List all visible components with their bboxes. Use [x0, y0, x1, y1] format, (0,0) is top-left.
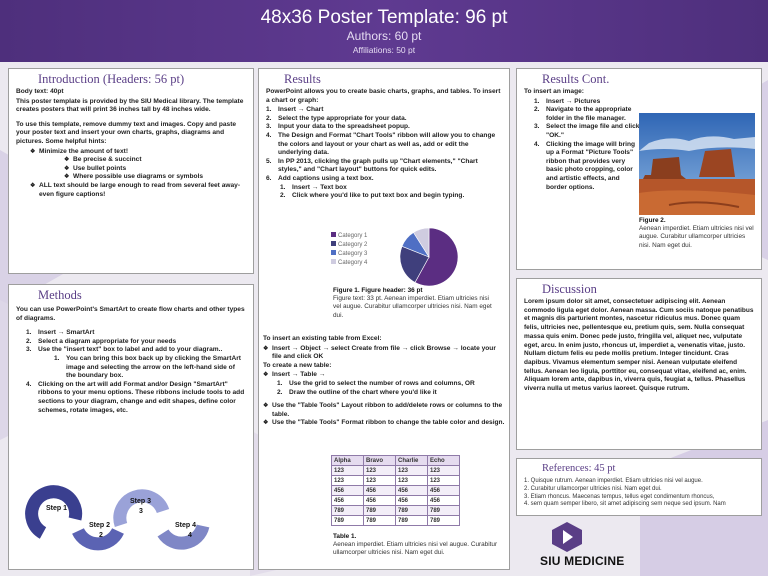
- legend-swatch-2: [331, 241, 336, 246]
- figure-2-caption: Aenean imperdiet. Etiam ultricies nisi vel augue. Curabitur ullamcorper ultricies nisi. Nam eget dui.: [639, 225, 754, 249]
- table-cell: 789: [396, 506, 428, 516]
- poster-header: [0, 0, 768, 62]
- hint-1c: Where possible use diagrams or symbols: [73, 173, 204, 181]
- table-cell: 123: [428, 476, 460, 486]
- table-row: [332, 506, 460, 516]
- diamond-bullet-icon: ❖: [30, 148, 36, 155]
- step-number: 1.: [26, 329, 32, 337]
- table-cell: 123: [332, 476, 364, 486]
- table-cell: 456: [364, 486, 396, 496]
- logo-chevron-icon: [552, 522, 582, 552]
- methods-heading: Methods: [38, 288, 82, 302]
- references-heading: References: 45 pt: [542, 463, 616, 474]
- discussion-panel: [516, 278, 762, 450]
- table-cell: 456: [332, 486, 364, 496]
- introduction-heading: Introduction (Headers: 56 pt): [38, 72, 185, 86]
- diamond-bullet-icon: ❖: [263, 420, 269, 427]
- table-1-caption: Aenean imperdiet. Etiam ultricies nisi vel augue. Curabitur ullamcorper ultricies nisi. Nam eget dui.: [333, 541, 498, 557]
- methods-step-1: Insert → SmartArt: [38, 329, 95, 337]
- list-number: 1.: [534, 97, 540, 105]
- results-step-3: Input your data to the spreadsheet popup.: [278, 123, 410, 131]
- table-cell: 789: [332, 516, 364, 526]
- data-table: [331, 455, 460, 526]
- table-row: [332, 476, 460, 486]
- list-number: 1.: [266, 106, 272, 114]
- list-number: 6.: [266, 174, 272, 182]
- reference-item: 1. Quisque rutrum. Aenean imperdiet. Etiam ultricies nisi vel augue.: [524, 478, 703, 484]
- diamond-bullet-icon: ❖: [64, 157, 70, 164]
- results-panel: [258, 68, 510, 570]
- list-number: 4.: [266, 131, 272, 139]
- poster-authors: Authors: 60 pt: [346, 29, 422, 43]
- diamond-bullet-icon: ❖: [263, 345, 269, 352]
- table-cell: 456: [332, 496, 364, 506]
- hint-1b: Use bullet points: [73, 164, 127, 172]
- diamond-bullet-icon: ❖: [64, 165, 70, 172]
- results-cont-heading: Results Cont.: [542, 72, 610, 86]
- monument-valley-photo: [639, 113, 755, 215]
- image-step-3: Select the image file and click "OK.": [546, 123, 640, 139]
- image-step-1: Insert → Pictures: [546, 97, 601, 105]
- intro-paragraph-2: To use this template, remove dummy text and images. Copy and paste your poster text and insert your own charts, graphs, diagrams and pictures. Some helpful hints:: [16, 120, 237, 145]
- results-step-6b: Click where you'd like to put text box and begin typing.: [292, 192, 465, 200]
- reference-item: 3. Etiam rhoncus. Maecenas tempus, tellus eget condimentum rhoncus,: [524, 493, 715, 500]
- list-number: 1.: [277, 379, 283, 387]
- body-text-label: Body text: 40pt: [16, 88, 64, 95]
- table-create-step: Insert → Table →: [272, 371, 326, 379]
- table-cell: 123: [396, 476, 428, 486]
- list-number: 1.: [280, 183, 286, 191]
- image-insert-intro: To insert an image:: [524, 88, 584, 95]
- table-row: [332, 486, 460, 496]
- logo-text: SIU MEDICINE: [540, 554, 625, 568]
- step-1-label: Step 1: [46, 505, 68, 512]
- step-number: 2.: [26, 337, 32, 345]
- list-number: 2.: [280, 192, 286, 200]
- step-3-label: Step 3: [130, 498, 152, 505]
- table-format-hint: Use the "Table Tools" Format ribbon to change the table color and design.: [272, 419, 505, 427]
- references-panel: [516, 458, 762, 516]
- table-cell: 789: [332, 506, 364, 516]
- figure-2-label: Figure 2.: [639, 217, 666, 224]
- table-cell: 456: [428, 486, 460, 496]
- pie-chart: [329, 227, 459, 291]
- table-cell: 789: [396, 516, 428, 526]
- step-4-label: Step 4: [175, 522, 197, 529]
- poster-affiliations: Affiliations: 50 pt: [352, 45, 416, 55]
- table-cell: 456: [396, 486, 428, 496]
- results-step-6a: Insert → Text box: [292, 183, 347, 191]
- table-header-row: [332, 456, 460, 466]
- results-step-1: Insert → Chart: [278, 106, 324, 114]
- image-step-2: Navigate to the appropriate folder in the file manager.: [546, 106, 632, 122]
- table-row: [332, 516, 460, 526]
- hint-1a: Be precise & succinct: [73, 156, 142, 164]
- table-cell: 123: [364, 476, 396, 486]
- methods-step-3a: You can bring this box back up by clicking the SmartArt image and selecting the arrow on the left-hand side of the boundary box.: [66, 354, 242, 380]
- table-header-cell: Alpha: [332, 456, 364, 466]
- results-cont-panel: [516, 68, 762, 270]
- legend-swatch-3: [331, 250, 336, 255]
- table-cell: 123: [396, 466, 428, 476]
- step-number: 3.: [26, 346, 32, 354]
- siu-medicine-logo: [534, 520, 664, 570]
- results-paragraph: PowerPoint allows you to create basic charts, graphs, and tables. To insert a chart or graph:: [266, 88, 501, 104]
- list-number: 3.: [534, 123, 540, 131]
- table-create-step-2: Draw the outline of the chart where you'd like it: [289, 388, 437, 396]
- hint-1: Minimize the amount of text!: [39, 147, 129, 155]
- hint-2: ALL text should be large enough to read from several feet away- even figure captions!: [39, 181, 241, 198]
- list-number: 3.: [266, 123, 272, 131]
- discussion-text: Lorem ipsum dolor sit amet, consectetuer adipiscing elit. Aenean commodo ligula eget dolor. Aenean massa. Cum sociis natoque penatibus et magnis dis parturient montes, nascetur ridiculus mus. Donec quam felis, ultricies nec, pellentesque eu, pretium quis, sem. Nulla consequat massa quis enim. Donec pede justo, fringilla vel, aliquet nec, vulputate eget, arcu. In enim justo, rhoncus ut, imperdiet a, venenatis vitae, justo. Nullam dictum felis eu pede mollis pretium. Integer tincidunt. Cras dapibus. Vivamus elementum semper nisi. Aenean vulputate eleifend tellus. Aenean leo ligula, porttitor eu, consequat vitae, eleifend ac, enim. Aliquam lorem ante, dapibus in, viverra quis, feugiat a, tellus. Phasellus viverra nulla ut metus varius laoreet. Quisque rutrum.: [524, 298, 754, 393]
- figure-1-caption: Figure text: 33 pt. Aenean imperdiet. Etiam ultricies nisi vel augue. Curabitur ullamcorper ultricies nisi. Nam eget dui.: [333, 295, 492, 319]
- diamond-bullet-icon: ❖: [263, 403, 269, 410]
- diamond-bullet-icon: ❖: [64, 174, 70, 181]
- table-row: [332, 496, 460, 506]
- methods-step-3: Use the "insert text" box to label and add to your diagram..: [38, 346, 223, 354]
- table-layout-hint: Use the "Table Tools" Layout ribbon to add/delete rows or columns to the table.: [272, 402, 503, 418]
- table-cell: 123: [428, 466, 460, 476]
- list-number: 4.: [534, 140, 540, 148]
- table-cell: 789: [428, 506, 460, 516]
- legend-label-4: Category 4: [338, 260, 368, 266]
- legend-swatch-4: [331, 259, 336, 264]
- figure-1-label: Figure 1. Figure header: 36 pt: [333, 287, 423, 294]
- methods-step-2: Select a diagram appropriate for your needs: [38, 337, 177, 345]
- legend-label-1: Category 1: [338, 233, 368, 239]
- poster-title: 48x36 Poster Template: 96 pt: [260, 7, 508, 28]
- list-number: 2.: [277, 388, 283, 396]
- references-list: [524, 478, 754, 509]
- methods-paragraph: You can use PowerPoint's SmartArt to create flow charts and other types of diagrams.: [16, 306, 245, 322]
- table-create-step-1: Use the grid to select the number of rows and columns, OR: [289, 379, 475, 387]
- list-number: 5.: [266, 157, 272, 165]
- results-heading: Results: [284, 72, 321, 86]
- table-header-cell: Echo: [428, 456, 460, 466]
- introduction-panel: [8, 68, 254, 274]
- discussion-heading: Discussion: [542, 282, 597, 296]
- step-2-number: 2: [99, 532, 103, 539]
- table-cell: 789: [428, 516, 460, 526]
- image-step-4: Clicking the image will bring up a Format "Picture Tools" ribbon that provides very basic photo cropping, color and artistic effects, and border options.: [546, 140, 636, 191]
- intro-paragraph-1: This poster template is provided by the SIU Medical library. The template creates posters that will print 36 inches tall by 48 inches wide.: [16, 97, 244, 114]
- smartart-cycle-diagram: [23, 481, 223, 563]
- diamond-bullet-icon: ❖: [263, 372, 269, 379]
- table-cell: 123: [332, 466, 364, 476]
- step-3-number: 3: [139, 508, 143, 515]
- results-step-2: Select the type appropriate for your data.: [278, 114, 407, 122]
- results-step-4: The Design and Format "Chart Tools" ribbon will allow you to change the colors and layout or your chart as well as, add or edit the underlying data.: [278, 131, 496, 157]
- legend-label-2: Category 2: [338, 242, 368, 248]
- table-header-cell: Bravo: [364, 456, 396, 466]
- table-cell: 123: [364, 466, 396, 476]
- diamond-bullet-icon: ❖: [30, 182, 36, 189]
- table-1-label: Table 1.: [333, 533, 357, 540]
- table-cell: 456: [428, 496, 460, 506]
- table-create-intro: To create a new table:: [263, 361, 332, 369]
- step-2-label: Step 2: [89, 522, 111, 529]
- reference-item: 4. sem quam semper libero, sit amet adipiscing sem neque sed ipsum. Nam: [524, 501, 726, 508]
- list-number: 2.: [266, 114, 272, 122]
- results-step-6: Add captions using a text box.: [278, 174, 374, 182]
- cycle-arc-2: [78, 531, 118, 544]
- table-insert-intro: To insert an existing table from Excel:: [263, 335, 382, 342]
- step-number: 4.: [26, 380, 32, 388]
- results-step-5: In PP 2013, clicking the graph pulls up "Chart elements," "Chart styles," and "Chart layout" buttons for quick edits.: [278, 157, 478, 174]
- table-cell: 456: [396, 496, 428, 506]
- legend-swatch-1: [331, 232, 336, 237]
- methods-step-4: Clicking on the art will add Format and/or Design "SmartArt" ribbons to your menu options. These ribbons include tools to add sections to your diagram, change and edit shapes, define color schemes, rotate images, etc.: [38, 380, 245, 414]
- cycle-arc-1: [32, 492, 76, 533]
- legend-label-3: Category 3: [338, 251, 368, 257]
- table-cell: 789: [364, 516, 396, 526]
- table-cell: 456: [364, 496, 396, 506]
- table-insert-step: Insert → Object → select Create from file → click Browse → locate your file and click OK: [272, 344, 496, 361]
- step-number: 1.: [54, 354, 60, 362]
- table-row: [332, 466, 460, 476]
- list-number: 2.: [534, 106, 540, 114]
- reference-item: 2. Curabitur ullamcorper ultricies nisi. Nam eget dui.: [524, 485, 662, 492]
- table-cell: 789: [364, 506, 396, 516]
- table-header-cell: Charlie: [396, 456, 428, 466]
- methods-panel: [8, 284, 254, 570]
- step-4-number: 4: [188, 532, 192, 539]
